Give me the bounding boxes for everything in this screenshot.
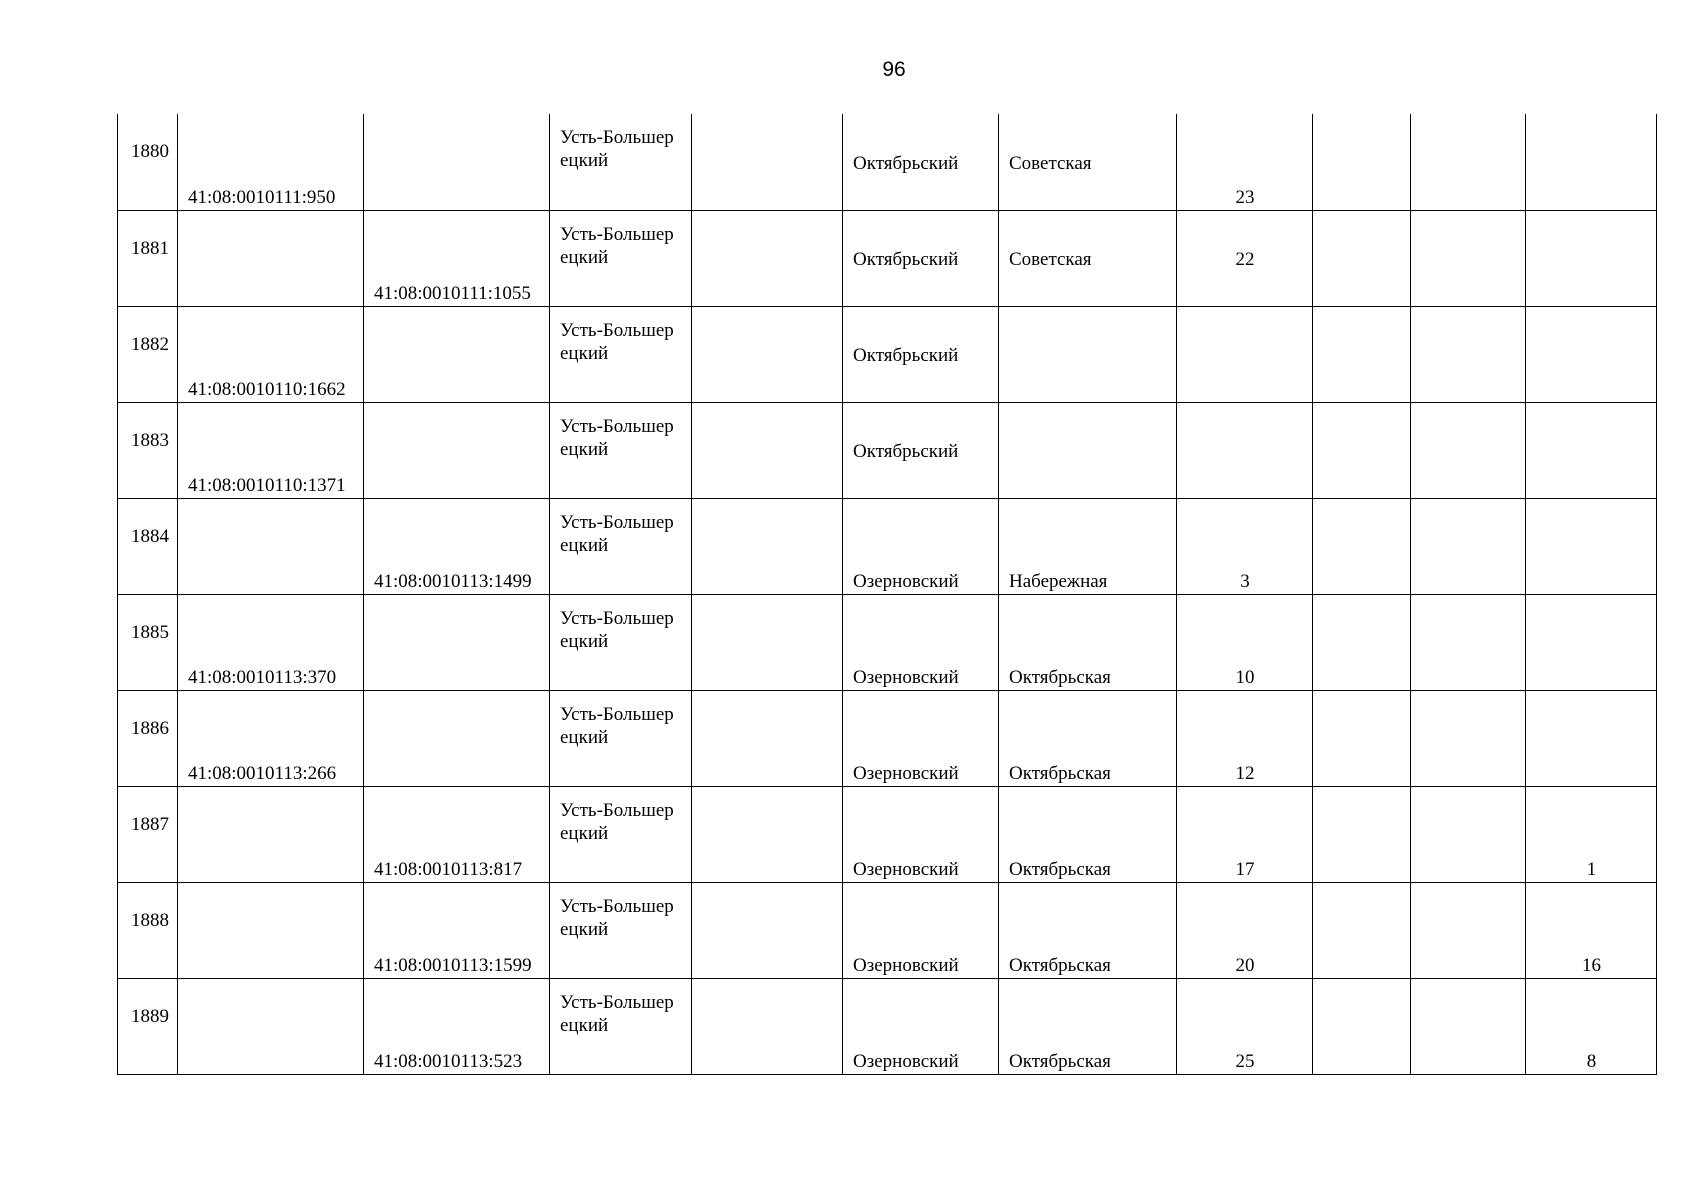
page-number: 96	[882, 58, 906, 81]
flat-number-cell: 16	[1526, 882, 1657, 978]
empty-cell	[692, 882, 843, 978]
row-number-cell: 1886	[118, 690, 178, 786]
district-cell: Усть-Большерецкий	[550, 402, 692, 498]
empty-cell	[1411, 978, 1526, 1074]
empty-cell	[1411, 210, 1526, 306]
street-cell: Октябрьская	[999, 978, 1177, 1074]
table-row	[118, 114, 1657, 210]
empty-cell	[1313, 882, 1411, 978]
cadastral-number-alt-cell: 41:08:0010111:1055	[364, 210, 550, 306]
table-row	[118, 690, 1657, 786]
district-cell: Усть-Большерецкий	[550, 114, 692, 210]
empty-cell	[692, 210, 843, 306]
street-cell: Советская	[999, 114, 1177, 210]
house-number-cell: 12	[1177, 690, 1313, 786]
cadastral-number-cell	[178, 498, 364, 594]
empty-cell	[1313, 210, 1411, 306]
table-row	[118, 498, 1657, 594]
empty-cell	[1313, 786, 1411, 882]
street-cell	[999, 306, 1177, 402]
cadastral-number-alt-cell: 41:08:0010113:1599	[364, 882, 550, 978]
empty-cell	[692, 786, 843, 882]
settlement-cell: Озерновский	[843, 978, 999, 1074]
cadastral-number-alt-cell	[364, 402, 550, 498]
settlement-cell: Озерновский	[843, 882, 999, 978]
district-cell: Усть-Большерецкий	[550, 210, 692, 306]
cadastral-number-cell: 41:08:0010111:950	[178, 114, 364, 210]
cadastral-number-cell: 41:08:0010113:266	[178, 690, 364, 786]
street-cell: Набережная	[999, 498, 1177, 594]
cadastral-number-cell	[178, 882, 364, 978]
cadastral-number-alt-cell: 41:08:0010113:1499	[364, 498, 550, 594]
cadastral-number-cell	[178, 210, 364, 306]
cadastral-number-alt-cell: 41:08:0010113:817	[364, 786, 550, 882]
house-number-cell: 22	[1177, 210, 1313, 306]
cadastral-number-cell	[178, 978, 364, 1074]
empty-cell	[692, 498, 843, 594]
empty-cell	[1411, 498, 1526, 594]
empty-cell	[692, 690, 843, 786]
row-number-cell: 1880	[118, 114, 178, 210]
empty-cell	[1313, 402, 1411, 498]
empty-cell	[1411, 882, 1526, 978]
district-cell: Усть-Большерецкий	[550, 498, 692, 594]
empty-cell	[1313, 978, 1411, 1074]
settlement-cell: Октябрьский	[843, 402, 999, 498]
settlement-cell: Озерновский	[843, 690, 999, 786]
empty-cell	[1411, 786, 1526, 882]
empty-cell	[692, 402, 843, 498]
cadastral-number-alt-cell	[364, 594, 550, 690]
house-number-cell	[1177, 402, 1313, 498]
flat-number-cell	[1526, 594, 1657, 690]
empty-cell	[1313, 498, 1411, 594]
settlement-cell: Озерновский	[843, 498, 999, 594]
district-cell: Усть-Большерецкий	[550, 882, 692, 978]
empty-cell	[1313, 690, 1411, 786]
empty-cell	[1313, 306, 1411, 402]
settlement-cell: Октябрьский	[843, 210, 999, 306]
empty-cell	[1411, 114, 1526, 210]
empty-cell	[1411, 690, 1526, 786]
table-row	[118, 594, 1657, 690]
row-number-cell: 1885	[118, 594, 178, 690]
flat-number-cell	[1526, 114, 1657, 210]
flat-number-cell	[1526, 402, 1657, 498]
cadastral-number-alt-cell	[364, 114, 550, 210]
settlement-cell: Октябрьский	[843, 306, 999, 402]
street-cell: Октябрьская	[999, 690, 1177, 786]
row-number-cell: 1884	[118, 498, 178, 594]
flat-number-cell: 1	[1526, 786, 1657, 882]
flat-number-cell	[1526, 498, 1657, 594]
empty-cell	[692, 594, 843, 690]
district-cell: Усть-Большерецкий	[550, 594, 692, 690]
street-cell: Октябрьская	[999, 786, 1177, 882]
district-cell: Усть-Большерецкий	[550, 978, 692, 1074]
empty-cell	[692, 306, 843, 402]
house-number-cell: 25	[1177, 978, 1313, 1074]
flat-number-cell	[1526, 210, 1657, 306]
registry-body	[118, 114, 1657, 1074]
cadastral-number-cell: 41:08:0010110:1371	[178, 402, 364, 498]
flat-number-cell	[1526, 306, 1657, 402]
cadastral-number-alt-cell	[364, 306, 550, 402]
row-number-cell: 1888	[118, 882, 178, 978]
table-row	[118, 882, 1657, 978]
empty-cell	[1411, 306, 1526, 402]
district-cell: Усть-Большерецкий	[550, 690, 692, 786]
flat-number-cell: 8	[1526, 978, 1657, 1074]
table-row	[118, 210, 1657, 306]
registry-table	[117, 114, 1657, 1075]
table-row	[118, 306, 1657, 402]
street-cell: Советская	[999, 210, 1177, 306]
house-number-cell: 3	[1177, 498, 1313, 594]
row-number-cell: 1887	[118, 786, 178, 882]
house-number-cell: 17	[1177, 786, 1313, 882]
row-number-cell: 1882	[118, 306, 178, 402]
empty-cell	[1411, 402, 1526, 498]
empty-cell	[1411, 594, 1526, 690]
street-cell	[999, 402, 1177, 498]
cadastral-number-alt-cell	[364, 690, 550, 786]
district-cell: Усть-Большерецкий	[550, 306, 692, 402]
house-number-cell	[1177, 306, 1313, 402]
cadastral-number-cell	[178, 786, 364, 882]
house-number-cell: 10	[1177, 594, 1313, 690]
flat-number-cell	[1526, 690, 1657, 786]
empty-cell	[692, 978, 843, 1074]
street-cell: Октябрьская	[999, 594, 1177, 690]
table-row	[118, 402, 1657, 498]
settlement-cell: Озерновский	[843, 594, 999, 690]
house-number-cell: 20	[1177, 882, 1313, 978]
table-row	[118, 786, 1657, 882]
row-number-cell: 1881	[118, 210, 178, 306]
street-cell: Октябрьская	[999, 882, 1177, 978]
row-number-cell: 1883	[118, 402, 178, 498]
empty-cell	[1313, 114, 1411, 210]
empty-cell	[1313, 594, 1411, 690]
empty-cell	[692, 114, 843, 210]
cadastral-number-alt-cell: 41:08:0010113:523	[364, 978, 550, 1074]
cadastral-number-cell: 41:08:0010113:370	[178, 594, 364, 690]
settlement-cell: Октябрьский	[843, 114, 999, 210]
house-number-cell: 23	[1177, 114, 1313, 210]
settlement-cell: Озерновский	[843, 786, 999, 882]
row-number-cell: 1889	[118, 978, 178, 1074]
table-row	[118, 978, 1657, 1074]
district-cell: Усть-Большерецкий	[550, 786, 692, 882]
cadastral-number-cell: 41:08:0010110:1662	[178, 306, 364, 402]
